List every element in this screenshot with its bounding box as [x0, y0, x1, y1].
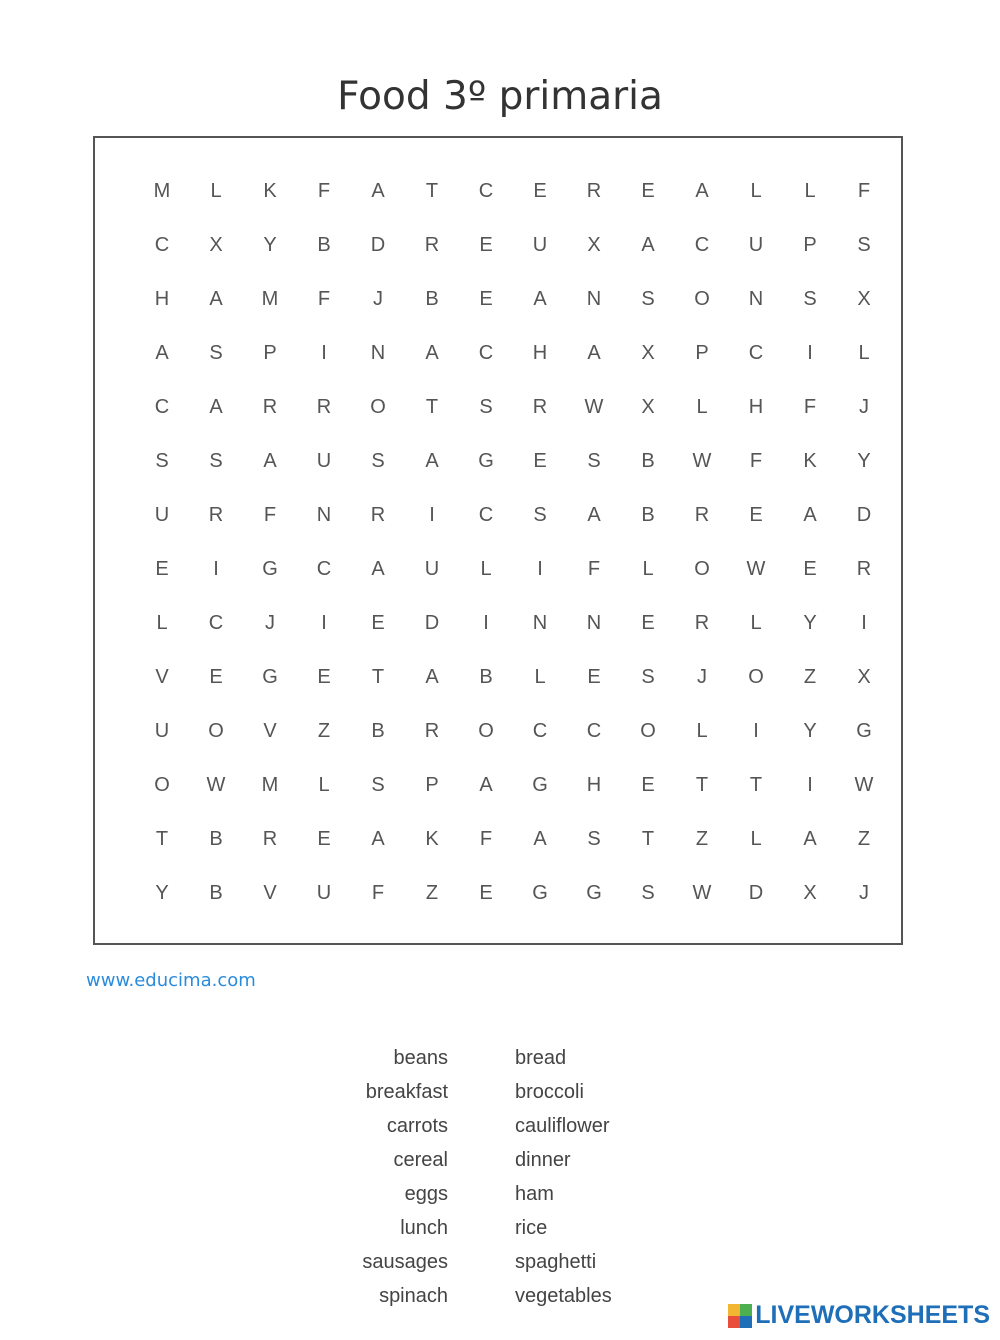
grid-cell[interactable]: U: [154, 503, 170, 526]
word-list-item: breakfast: [365, 1081, 448, 1103]
grid-cell[interactable]: E: [641, 773, 655, 796]
grid-cell[interactable]: A: [533, 827, 547, 850]
grid-cell[interactable]: N: [586, 287, 602, 310]
grid-cell[interactable]: E: [533, 179, 547, 202]
grid-cell[interactable]: M: [261, 287, 279, 310]
grid-cell[interactable]: H: [748, 395, 764, 418]
grid-cell[interactable]: C: [586, 719, 602, 742]
grid-cell[interactable]: Y: [857, 449, 871, 472]
grid-cell[interactable]: R: [586, 179, 602, 202]
grid-cell[interactable]: S: [803, 287, 817, 310]
letter-grid: [135, 164, 891, 920]
grid-cell[interactable]: C: [478, 179, 494, 202]
grid-cell[interactable]: W: [692, 881, 712, 904]
grid-cell[interactable]: A: [209, 395, 223, 418]
grid-cell[interactable]: E: [803, 557, 817, 580]
grid-cell[interactable]: O: [748, 665, 764, 688]
grid-cell[interactable]: S: [587, 449, 601, 472]
grid-cell[interactable]: E: [641, 611, 655, 634]
grid-cell[interactable]: I: [753, 719, 759, 742]
grid-cell[interactable]: Y: [155, 881, 169, 904]
word-list-item: sausages: [362, 1251, 448, 1273]
grid-cell[interactable]: A: [425, 665, 439, 688]
word-list-item: beans: [393, 1047, 448, 1069]
grid-cell[interactable]: O: [640, 719, 656, 742]
grid-cell[interactable]: B: [425, 287, 439, 310]
word-list-item: eggs: [404, 1183, 448, 1205]
grid-cell[interactable]: R: [316, 395, 332, 418]
grid-cell[interactable]: F: [479, 827, 493, 850]
grid-cell[interactable]: G: [856, 719, 872, 742]
grid-cell[interactable]: C: [748, 341, 764, 364]
grid-cell[interactable]: R: [424, 719, 440, 742]
grid-cell[interactable]: A: [371, 179, 385, 202]
word-list-item: ham: [515, 1183, 554, 1205]
grid-cell[interactable]: E: [209, 665, 223, 688]
grid-cell[interactable]: X: [641, 341, 655, 364]
grid-cell[interactable]: E: [587, 665, 601, 688]
brand-text: LIVEWORKSHEETS: [755, 1301, 990, 1329]
grid-cell[interactable]: H: [586, 773, 602, 796]
grid-cell[interactable]: E: [317, 665, 331, 688]
grid-cell[interactable]: I: [807, 773, 813, 796]
grid-cell[interactable]: A: [371, 827, 385, 850]
grid-cell[interactable]: A: [479, 773, 493, 796]
grid-cell[interactable]: S: [587, 827, 601, 850]
grid-cell[interactable]: L: [750, 827, 762, 850]
grid-cell[interactable]: O: [694, 557, 710, 580]
grid-cell[interactable]: L: [696, 395, 708, 418]
grid-cell[interactable]: U: [748, 233, 764, 256]
grid-cell[interactable]: B: [371, 719, 385, 742]
grid-cell[interactable]: T: [695, 773, 709, 796]
grid-cell[interactable]: I: [321, 611, 327, 634]
grid-cell[interactable]: A: [641, 233, 655, 256]
grid-cell[interactable]: A: [209, 287, 223, 310]
grid-cell[interactable]: X: [587, 233, 601, 256]
grid-cell[interactable]: A: [425, 341, 439, 364]
grid-cell[interactable]: O: [208, 719, 224, 742]
grid-cell[interactable]: I: [213, 557, 219, 580]
grid-cell[interactable]: O: [478, 719, 494, 742]
grid-cell[interactable]: A: [587, 503, 601, 526]
grid-cell[interactable]: C: [478, 503, 494, 526]
grid-cell[interactable]: T: [155, 827, 169, 850]
word-list-item: carrots: [386, 1115, 448, 1137]
grid-cell[interactable]: G: [262, 665, 278, 688]
grid-cell[interactable]: U: [154, 719, 170, 742]
grid-cell[interactable]: B: [209, 827, 223, 850]
liveworksheets-logo-icon: [728, 1304, 752, 1328]
grid-cell[interactable]: X: [857, 665, 871, 688]
grid-cell[interactable]: A: [695, 179, 709, 202]
grid-cell[interactable]: C: [532, 719, 548, 742]
grid-cell[interactable]: N: [748, 287, 764, 310]
grid-cell[interactable]: C: [208, 611, 224, 634]
grid-cell[interactable]: P: [425, 773, 439, 796]
grid-cell[interactable]: A: [533, 287, 547, 310]
grid-cell[interactable]: D: [424, 611, 440, 634]
grid-cell[interactable]: A: [803, 827, 817, 850]
grid-cell[interactable]: G: [586, 881, 602, 904]
grid-cell[interactable]: Z: [317, 719, 331, 742]
grid-cell[interactable]: P: [803, 233, 817, 256]
grid-cell[interactable]: C: [694, 233, 710, 256]
word-list-item: spaghetti: [515, 1251, 597, 1273]
word-list-right: [515, 1044, 675, 1316]
grid-cell[interactable]: R: [424, 233, 440, 256]
grid-cell[interactable]: A: [425, 449, 439, 472]
grid-cell[interactable]: W: [746, 557, 766, 580]
grid-cell[interactable]: S: [209, 341, 223, 364]
grid-cell[interactable]: A: [803, 503, 817, 526]
word-list-left: [300, 1044, 448, 1316]
grid-cell[interactable]: K: [425, 827, 439, 850]
grid-cell[interactable]: J: [373, 287, 383, 310]
grid-cell[interactable]: K: [263, 179, 277, 202]
grid-cell[interactable]: E: [533, 449, 547, 472]
grid-cell[interactable]: S: [533, 503, 547, 526]
grid-cell[interactable]: R: [532, 395, 548, 418]
grid-cell[interactable]: X: [803, 881, 817, 904]
grid-cell[interactable]: B: [317, 233, 331, 256]
grid-cell[interactable]: V: [263, 881, 277, 904]
word-list-item: rice: [515, 1217, 548, 1239]
grid-cell[interactable]: R: [262, 827, 278, 850]
grid-cell[interactable]: O: [154, 773, 170, 796]
grid-cell[interactable]: L: [750, 611, 762, 634]
grid-cell[interactable]: L: [156, 611, 168, 634]
grid-cell[interactable]: U: [316, 449, 332, 472]
grid-cell[interactable]: R: [370, 503, 386, 526]
grid-cell[interactable]: C: [316, 557, 332, 580]
grid-cell[interactable]: B: [641, 503, 655, 526]
grid-cell[interactable]: E: [371, 611, 385, 634]
grid-cell[interactable]: F: [263, 503, 277, 526]
grid-cell[interactable]: R: [856, 557, 872, 580]
grid-cell[interactable]: A: [263, 449, 277, 472]
grid-cell[interactable]: T: [425, 395, 439, 418]
grid-cell[interactable]: L: [858, 341, 870, 364]
grid-cell[interactable]: A: [371, 557, 385, 580]
grid-cell[interactable]: S: [641, 881, 655, 904]
grid-cell[interactable]: I: [429, 503, 435, 526]
grid-cell[interactable]: F: [587, 557, 601, 580]
grid-cell[interactable]: S: [155, 449, 169, 472]
grid-cell[interactable]: S: [641, 287, 655, 310]
grid-cell[interactable]: J: [265, 611, 275, 634]
grid-cell[interactable]: I: [321, 341, 327, 364]
grid-cell[interactable]: L: [210, 179, 222, 202]
grid-cell[interactable]: B: [209, 881, 223, 904]
grid-cell[interactable]: O: [370, 395, 386, 418]
grid-cell[interactable]: Y: [803, 611, 817, 634]
grid-cell[interactable]: S: [479, 395, 493, 418]
grid-cell[interactable]: T: [749, 773, 763, 796]
grid-cell[interactable]: X: [857, 287, 871, 310]
grid-cell[interactable]: R: [694, 611, 710, 634]
grid-cell[interactable]: E: [479, 233, 493, 256]
grid-cell[interactable]: X: [209, 233, 223, 256]
grid-cell[interactable]: L: [750, 179, 762, 202]
word-list-item: bread: [515, 1047, 567, 1069]
grid-cell[interactable]: S: [371, 449, 385, 472]
grid-cell[interactable]: E: [479, 287, 493, 310]
grid-cell[interactable]: W: [854, 773, 874, 796]
grid-cell[interactable]: F: [803, 395, 817, 418]
grid-cell[interactable]: P: [695, 341, 709, 364]
grid-cell[interactable]: S: [641, 665, 655, 688]
grid-cell[interactable]: S: [857, 233, 871, 256]
grid-cell[interactable]: U: [316, 881, 332, 904]
grid-cell[interactable]: I: [807, 341, 813, 364]
grid-cell[interactable]: P: [263, 341, 277, 364]
grid-cell[interactable]: W: [692, 449, 712, 472]
word-search-board: [93, 136, 903, 945]
grid-cell[interactable]: L: [642, 557, 654, 580]
grid-cell[interactable]: E: [317, 827, 331, 850]
grid-cell[interactable]: C: [154, 395, 170, 418]
grid-cell[interactable]: T: [641, 827, 655, 850]
grid-cell[interactable]: V: [155, 665, 169, 688]
grid-cell[interactable]: G: [478, 449, 494, 472]
grid-cell[interactable]: A: [587, 341, 601, 364]
grid-cell[interactable]: T: [371, 665, 385, 688]
grid-cell[interactable]: Z: [425, 881, 439, 904]
grid-cell[interactable]: K: [803, 449, 817, 472]
word-list-item: dinner: [515, 1149, 571, 1171]
grid-cell[interactable]: Z: [695, 827, 709, 850]
grid-cell[interactable]: U: [532, 233, 548, 256]
grid-cell[interactable]: F: [857, 179, 871, 202]
grid-cell[interactable]: M: [153, 179, 171, 202]
grid-cell[interactable]: L: [318, 773, 330, 796]
grid-cell[interactable]: U: [424, 557, 440, 580]
word-list-item: broccoli: [515, 1081, 584, 1103]
grid-cell[interactable]: W: [206, 773, 226, 796]
grid-cell[interactable]: F: [749, 449, 763, 472]
grid-cell[interactable]: X: [641, 395, 655, 418]
grid-cell[interactable]: D: [370, 233, 386, 256]
liveworksheets-brand[interactable]: [728, 1301, 990, 1330]
grid-cell[interactable]: H: [154, 287, 170, 310]
grid-cell[interactable]: C: [154, 233, 170, 256]
word-list-item: cauliflower: [515, 1115, 610, 1137]
grid-cell[interactable]: G: [532, 881, 548, 904]
grid-cell[interactable]: J: [697, 665, 707, 688]
grid-cell[interactable]: E: [749, 503, 763, 526]
grid-cell[interactable]: F: [317, 287, 331, 310]
educima-link[interactable]: www.educima.com: [86, 970, 256, 991]
grid-cell[interactable]: O: [694, 287, 710, 310]
grid-cell[interactable]: D: [856, 503, 872, 526]
grid-cell[interactable]: E: [479, 881, 493, 904]
grid-cell[interactable]: C: [478, 341, 494, 364]
grid-cell[interactable]: R: [694, 503, 710, 526]
grid-cell[interactable]: I: [483, 611, 489, 634]
grid-cell[interactable]: Y: [803, 719, 817, 742]
grid-cell[interactable]: I: [537, 557, 543, 580]
grid-cell[interactable]: L: [480, 557, 492, 580]
grid-cell[interactable]: Z: [857, 827, 871, 850]
grid-cell[interactable]: E: [155, 557, 169, 580]
grid-cell[interactable]: F: [317, 179, 331, 202]
grid-cell[interactable]: V: [263, 719, 277, 742]
grid-cell[interactable]: G: [532, 773, 548, 796]
grid-cell[interactable]: H: [532, 341, 548, 364]
grid-cell[interactable]: T: [425, 179, 439, 202]
grid-cell[interactable]: N: [586, 611, 602, 634]
grid-cell[interactable]: S: [209, 449, 223, 472]
grid-cell[interactable]: N: [532, 611, 548, 634]
grid-cell[interactable]: L: [534, 665, 546, 688]
word-list-item: cereal: [393, 1149, 448, 1171]
grid-cell[interactable]: N: [370, 341, 386, 364]
grid-cell[interactable]: I: [861, 611, 867, 634]
grid-cell[interactable]: W: [584, 395, 604, 418]
grid-cell[interactable]: J: [859, 881, 869, 904]
grid-cell[interactable]: D: [748, 881, 764, 904]
grid-cell[interactable]: F: [371, 881, 385, 904]
grid-cell[interactable]: M: [261, 773, 279, 796]
grid-cell[interactable]: R: [208, 503, 224, 526]
grid-cell[interactable]: S: [371, 773, 385, 796]
grid-cell[interactable]: J: [859, 395, 869, 418]
grid-cell[interactable]: L: [804, 179, 816, 202]
word-list-item: spinach: [379, 1285, 448, 1307]
grid-cell[interactable]: L: [696, 719, 708, 742]
grid-cell[interactable]: E: [641, 179, 655, 202]
word-list-item: vegetables: [515, 1285, 612, 1307]
word-list-item: lunch: [400, 1217, 448, 1239]
grid-cell[interactable]: Z: [803, 665, 817, 688]
grid-cell[interactable]: Y: [263, 233, 277, 256]
grid-cell[interactable]: B: [479, 665, 493, 688]
page-title: Food 3º primaria: [337, 74, 663, 119]
grid-cell[interactable]: B: [641, 449, 655, 472]
grid-cell[interactable]: G: [262, 557, 278, 580]
grid-cell[interactable]: R: [262, 395, 278, 418]
grid-cell[interactable]: N: [316, 503, 332, 526]
grid-cell[interactable]: A: [155, 341, 169, 364]
